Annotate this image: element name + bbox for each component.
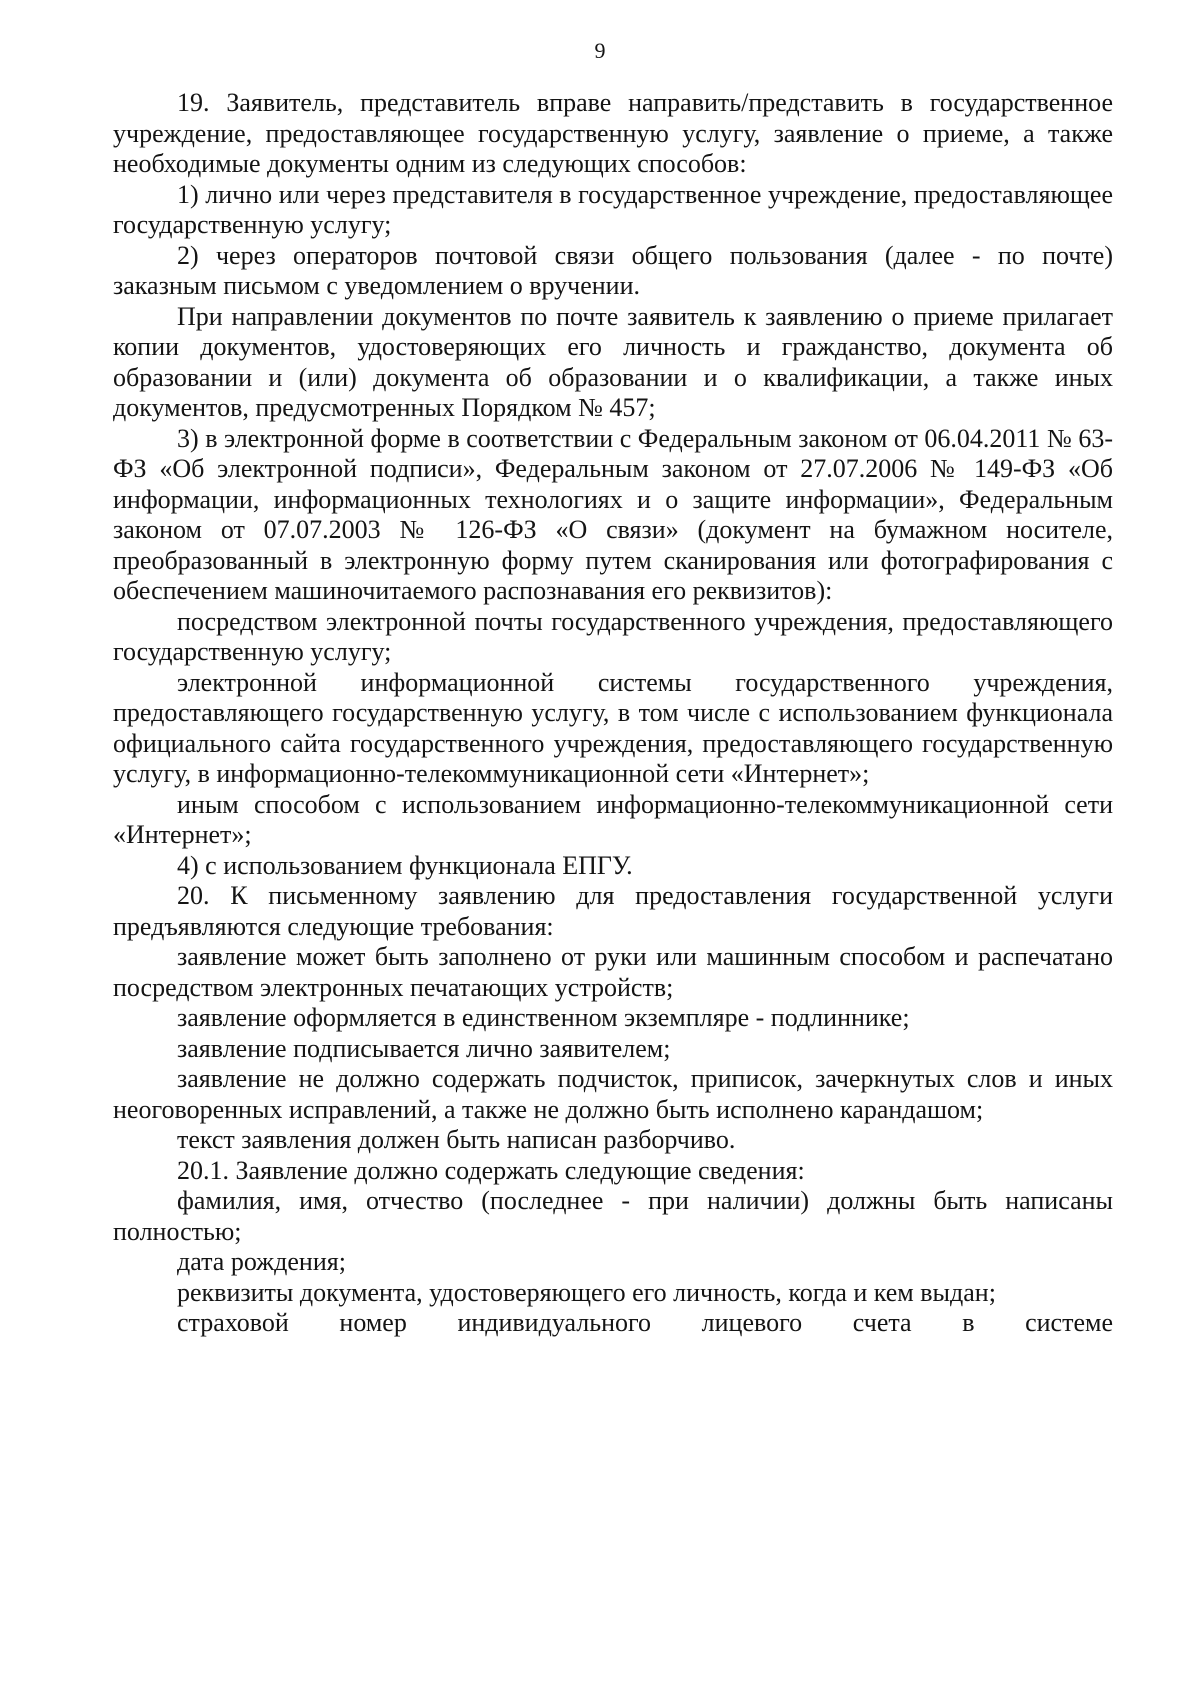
field-full-name: фамилия, имя, отчество (последнее - при наличии) должны быть написаны полностью;	[113, 1186, 1113, 1246]
field-id-document: реквизиты документа, удостоверяющего его личность, когда и кем выдан;	[177, 1277, 996, 1307]
list-item-electronic: 3) в электронной форме в соответствии с Федеральным законом от 06.04.2011 № 63-ФЗ «Об электронной подписи», Федеральным законом от 27.07.2006 № 149-ФЗ «Об информации, информационных технологиях и о защите информации», Федеральным законом от 07.07.2003 № 126-ФЗ «О связи» (документ на бумажном носителе, преобразованный в электронную форму путем сканирования или фотографирования с обеспечением машиночитаемого распознавания его реквизитов):	[113, 423, 1113, 605]
paragraph-mail-attachments: При направлении документов по почте заявитель к заявлению о приеме прилагает копии документов, удостоверяющих его личность и гражданство, документа об образовании и (или) документа об образовании и о квалификации, а также иных документов, предусмотренных Порядком № 457;	[113, 301, 1113, 422]
sub-item-email: посредством электронной почты государственного учреждения, предоставляющего государственную услугу;	[113, 606, 1113, 666]
sub-item-other-internet: иным способом с использованием информационно-телекоммуникационной сети «Интернет»;	[113, 789, 1113, 849]
document-body	[113, 88, 1113, 1339]
sub-item-info-system: электронной информационной системы государственного учреждения, предоставляющего государственную услугу, в том числе с использованием функционала официального сайта государственного учреждения, предоставляющего государственную услугу, в информационно-телекоммуникационной сети «Интернет»;	[113, 667, 1113, 788]
requirement-single-copy: заявление оформляется в единственном экземпляре - подлиннике;	[177, 1003, 910, 1032]
requirement-fill-method: заявление может быть заполнено от руки или машинным способом и распечатано посредством электронных печатающих устройств;	[113, 942, 1113, 1002]
paragraph-19-intro: 19. Заявитель, представитель вправе направить/представить в государственное учреждение, предоставляющее государственную услугу, заявление о приеме, а также необходимые документы одним из следующих способов:	[113, 88, 1113, 178]
paragraph-20-1-intro: 20.1. Заявление должно содержать следующие сведения:	[177, 1155, 805, 1185]
requirement-legible: текст заявления должен быть написан разборчиво.	[177, 1125, 736, 1154]
requirement-no-corrections: заявление не должно содержать подчисток, приписок, зачеркнутых слов и иных неоговоренных исправлений, а также не должно быть исполнено карандашом;	[113, 1064, 1113, 1124]
paragraph-20-intro: 20. К письменному заявлению для предоставления государственной услуги предъявляются следующие требования:	[113, 881, 1113, 941]
page-number: 9	[594, 38, 606, 63]
list-item-in-person: 1) лично или через представителя в государственное учреждение, предоставляющее государственную услугу;	[113, 179, 1113, 239]
requirement-signature: заявление подписывается лично заявителем;	[177, 1033, 671, 1063]
list-item-epgu: 4) с использованием функционала ЕПГУ.	[177, 850, 633, 880]
field-birth-date: дата рождения;	[177, 1247, 346, 1276]
field-snils: страховой номер индивидуального лицевого счета в системе	[177, 1308, 1113, 1337]
list-item-by-mail: 2) через операторов почтовой связи общего пользования (далее - по почте) заказным письмом с уведомлением о вручении.	[113, 240, 1113, 300]
